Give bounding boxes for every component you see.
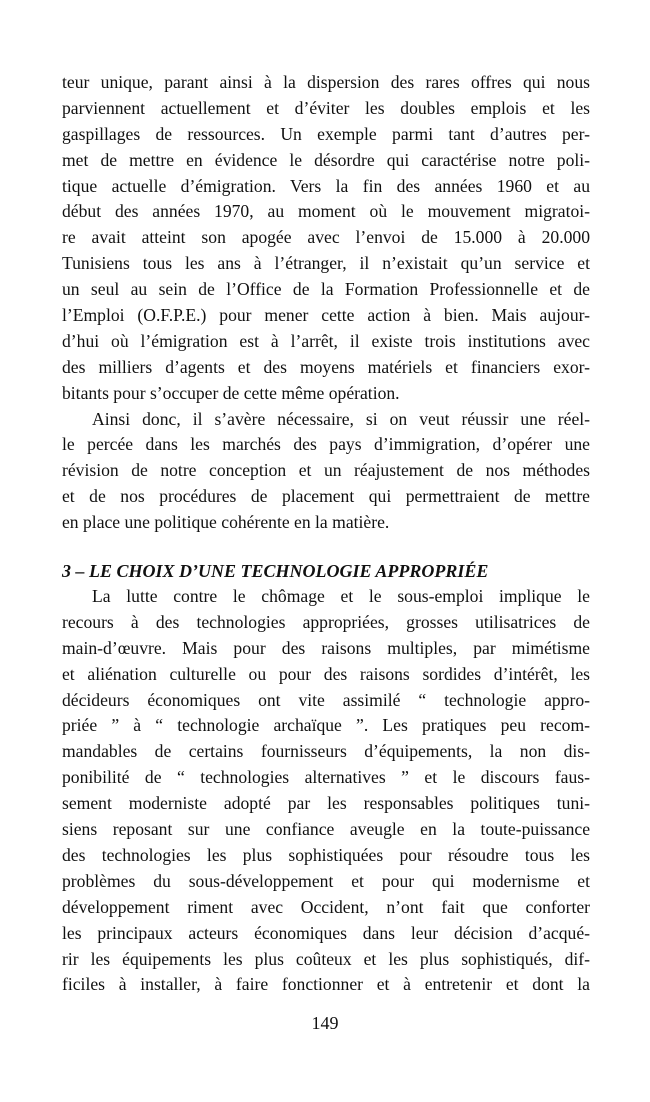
text-line: ficiles à installer, à faire fonctionner et à entretenir et dont la bbox=[62, 974, 590, 995]
text-line: main-d’œuvre. Mais pour des raisons multiples, par mimétisme bbox=[62, 637, 590, 658]
text-line: l’Emploi (O.F.P.E.) pour mener cette action à bien. Mais aujour- bbox=[62, 305, 590, 326]
text-line: ponibilité de “ technologies alternatives ” et le discours faus- bbox=[62, 767, 590, 788]
text-line: mandables de certains fournisseurs d’équipements, la non dis- bbox=[62, 741, 590, 762]
text-line: tique actuelle d’émigration. Vers la fin des années 1960 et au bbox=[62, 175, 590, 196]
text-line: les principaux acteurs économiques dans leur décision d’acqué- bbox=[62, 922, 590, 943]
paragraph-emigration bbox=[62, 70, 590, 407]
text-line: Tunisiens tous les ans à l’étranger, il n’existait qu’un service et bbox=[62, 253, 590, 274]
text-line: début des années 1970, au moment où le mouvement migratoi- bbox=[62, 201, 590, 222]
text-line: gaspillages de ressources. Un exemple parmi tant d’autres per- bbox=[62, 123, 590, 144]
text-line: en place une politique cohérente en la matière. bbox=[62, 512, 390, 533]
text-line: bitants pour s’occuper de cette même opération. bbox=[62, 382, 400, 403]
text-line: développement riment avec Occident, n’ont fait que conforter bbox=[62, 896, 590, 917]
text-line: Ainsi donc, il s’avère nécessaire, si on veut réussir une réel- bbox=[92, 408, 590, 429]
page-number: 149 bbox=[311, 1013, 339, 1033]
text-line: et de nos procédures de placement qui permettraient de mettre bbox=[62, 486, 590, 507]
text-line: et aliénation culturelle ou pour des raisons sordides d’intérêt, les bbox=[62, 663, 590, 684]
text-line: siens reposant sur une confiance aveugle en la toute-puissance bbox=[62, 819, 590, 840]
text-line: le percée dans les marchés des pays d’immigration, d’opérer une bbox=[62, 434, 590, 455]
paragraph-technologie bbox=[62, 584, 590, 998]
text-line: recours à des technologies appropriées, grosses utilisatrices de bbox=[62, 611, 590, 632]
page-body bbox=[62, 70, 590, 998]
text-line: re avait atteint son apogée avec l’envoi de 15.000 à 20.000 bbox=[62, 227, 590, 248]
text-line: décideurs économiques ont vite assimilé “ technologie appro- bbox=[62, 689, 590, 710]
text-line: teur unique, parant ainsi à la dispersion des rares offres qui nous bbox=[62, 72, 590, 92]
text-line: La lutte contre le chômage et le sous-emploi implique le bbox=[92, 586, 590, 607]
text-line: parviennent actuellement et d’éviter les doubles emplois et les bbox=[62, 97, 590, 118]
text-line: des technologies les plus sophistiquées pour résoudre tous les bbox=[62, 844, 590, 865]
text-line: d’hui où l’émigration est à l’arrêt, il existe trois institutions avec bbox=[62, 330, 590, 351]
text-line: des milliers d’agents et des moyens matériels et financiers exor- bbox=[62, 356, 590, 377]
section-heading: 3 – LE CHOIX D’UNE TECHNOLOGIE APPROPRIÉE bbox=[62, 561, 489, 582]
text-line: met de mettre en évidence le désordre qui caractérise notre poli- bbox=[62, 149, 590, 170]
text-line: rir les équipements les plus coûteux et les plus sophistiqués, dif- bbox=[62, 948, 590, 969]
text-line: un seul au sein de l’Office de la Formation Professionnelle et de bbox=[62, 279, 590, 300]
text-line: priée ” à “ technologie archaïque ”. Les pratiques peu recom- bbox=[62, 715, 590, 736]
text-line: problèmes du sous-développement et pour qui modernisme et bbox=[62, 870, 590, 891]
text-line: révision de notre conception et un réajustement de nos méthodes bbox=[62, 460, 590, 481]
text-line: sement moderniste adopté par les responsables politiques tuni- bbox=[62, 793, 590, 814]
paragraph-ainsi-donc bbox=[62, 407, 590, 536]
